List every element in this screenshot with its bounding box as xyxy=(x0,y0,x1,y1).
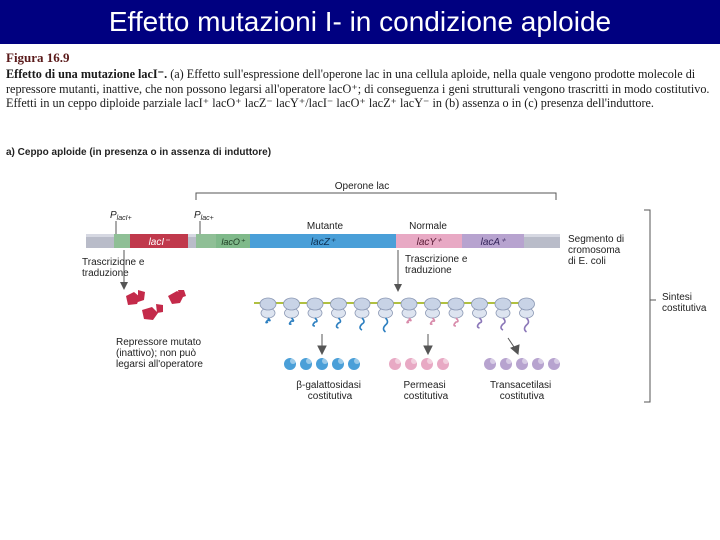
operon-label: Operone lac xyxy=(334,181,390,192)
ribosome xyxy=(425,298,441,324)
promoter-i-region xyxy=(114,234,130,248)
transcription-left-label: Trascrizione e traduzione xyxy=(82,257,145,279)
protein-molecule xyxy=(316,358,328,370)
product-1-label: β-galattosidasi costitutiva xyxy=(296,380,361,402)
gene-laci-text: lacI⁻ xyxy=(148,237,170,248)
transacetylase-icon xyxy=(484,358,560,370)
ribosome xyxy=(495,298,511,330)
promoter-lac-region xyxy=(196,234,216,248)
mutant-label: Mutante xyxy=(306,221,344,232)
mutant-repressor-icon xyxy=(126,290,186,320)
ribosome xyxy=(331,298,347,328)
transcription-right-label: Trascrizione e traduzione xyxy=(405,254,468,276)
ribosome xyxy=(401,298,417,323)
gene-laco-text: lacO⁺ xyxy=(221,237,245,247)
permease-icon xyxy=(389,358,449,370)
slide-title: Effetto mutazioni I- in condizione aploide xyxy=(108,6,612,37)
repressor-label: Repressore mutato (inattivo); non può legarsi all'operatore xyxy=(116,337,203,370)
protein-molecule xyxy=(389,358,401,370)
protein-molecule xyxy=(548,358,560,370)
protein-molecule xyxy=(484,358,496,370)
gene-lacz-text: lacZ⁺ xyxy=(310,237,336,248)
promoter-laci-label xyxy=(110,210,132,234)
caption-body: (a) Effetto sull'espressione dell'operone lac in una cellula aploide, nella quale vengono prodotte molecole di repressore mutanti, inattive, che non possono legarsi all'operatore lacO⁺; di conseguenza i geni strutturali vengono trascritti in modo costitutivo. Effetti in un ceppo diploide parziale lacI⁺ lacO⁺ lacZ⁻ lacY⁺/lacI⁻ lacO⁺ lacZ⁺ lacY⁻ in (b) assenza o in (c) presenza dell'induttore. xyxy=(6,67,710,110)
protein-molecule xyxy=(437,358,449,370)
product-2-label: Permeasi costitutiva xyxy=(403,380,449,402)
caption-heading: Effetto di una mutazione lacI⁻. xyxy=(6,67,168,81)
protein-molecule xyxy=(421,358,433,370)
section-a-heading: a) Ceppo aploide (in presenza o in assenza di induttore) xyxy=(6,147,272,158)
protein-molecule xyxy=(500,358,512,370)
promoter-lac-label xyxy=(194,210,214,234)
synthesis-label: Sintesi costitutiva xyxy=(662,292,707,314)
ribosome xyxy=(260,298,276,323)
protein-molecule xyxy=(284,358,296,370)
chromosome-label: Segmento di cromosoma di E. coli xyxy=(568,234,625,267)
svg-text:Plac+: $P_{lac+}$ xyxy=(194,210,214,222)
ribosome xyxy=(448,298,464,326)
synthesis-bracket xyxy=(644,210,656,402)
protein-molecule xyxy=(332,358,344,370)
product-3-label: Transacetilasi costitutiva xyxy=(489,380,552,402)
svg-text:PlacI+: $P_{lacI+}$ xyxy=(110,210,132,222)
normal-label: Normale xyxy=(409,221,447,232)
operon-bracket xyxy=(196,181,556,200)
beta-galactosidase-icon xyxy=(284,358,360,370)
figure-label: Figura 16.9 xyxy=(6,50,70,65)
ribosome xyxy=(519,298,535,332)
gene-laca-text: lacA⁺ xyxy=(480,237,506,248)
protein-molecule xyxy=(348,358,360,370)
dna-segment xyxy=(86,234,560,248)
ribosome xyxy=(472,298,488,328)
protein-molecule xyxy=(532,358,544,370)
ribosome xyxy=(354,298,370,330)
ribosome xyxy=(378,298,394,332)
protein-molecule xyxy=(300,358,312,370)
product-arrows xyxy=(318,334,519,354)
ribosome xyxy=(284,298,300,324)
ribosome xyxy=(307,298,323,326)
gene-lacy-text: lacY⁺ xyxy=(416,237,442,248)
protein-molecule xyxy=(405,358,417,370)
protein-molecule xyxy=(516,358,528,370)
